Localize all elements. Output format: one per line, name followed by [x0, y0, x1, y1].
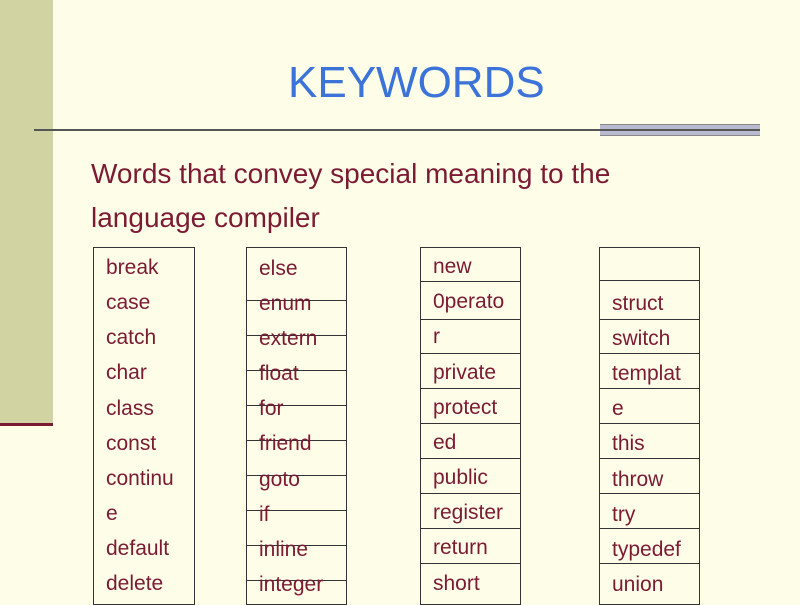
- keyword-item: return: [433, 536, 488, 559]
- keyword-cell-divider: [600, 458, 699, 459]
- keyword-cell-divider: [600, 563, 699, 564]
- keyword-item: catch: [106, 326, 157, 349]
- keyword-item: r: [433, 325, 440, 348]
- keyword-item: float: [259, 362, 299, 385]
- keyword-item: default: [106, 537, 170, 560]
- keyword-item: if: [259, 503, 270, 526]
- keyword-item: ed: [433, 431, 457, 454]
- keyword-item: private: [433, 361, 497, 384]
- keyword-column: [599, 247, 700, 605]
- side-accent-line: [0, 423, 53, 426]
- keyword-cell-divider: [421, 353, 520, 354]
- keyword-cell-divider: [421, 423, 520, 424]
- keyword-item: throw: [612, 468, 664, 491]
- keyword-item: else: [259, 257, 298, 280]
- keyword-item: templat: [612, 362, 681, 385]
- keyword-item: register: [433, 501, 504, 524]
- keyword-cell-divider: [600, 353, 699, 354]
- keyword-item: public: [433, 466, 488, 489]
- keyword-item: const: [106, 432, 157, 455]
- title-divider-accent: [600, 124, 760, 136]
- keyword-cell-divider: [421, 528, 520, 529]
- keyword-cell-divider: [421, 281, 520, 282]
- keyword-item: extern: [259, 327, 318, 350]
- keyword-item: struct: [612, 292, 664, 315]
- keyword-item: 0perato: [433, 290, 505, 313]
- keyword-cell-divider: [421, 388, 520, 389]
- keyword-cell-divider: [600, 280, 699, 281]
- keyword-item: e: [612, 397, 624, 420]
- keyword-item: break: [106, 256, 159, 279]
- keyword-item: for: [259, 397, 284, 420]
- slide-subtitle: Words that convey special meaning to the language compiler: [91, 158, 611, 233]
- keyword-cell-divider: [421, 493, 520, 494]
- keyword-column: [420, 247, 521, 605]
- keyword-cell-divider: [421, 458, 520, 459]
- keyword-item: switch: [612, 327, 671, 350]
- keyword-item: delete: [106, 572, 164, 595]
- keyword-cell-divider: [600, 493, 699, 494]
- keyword-column: [93, 247, 195, 605]
- keyword-item: integer: [259, 573, 324, 596]
- keyword-cell-divider: [421, 319, 520, 320]
- keyword-cell-divider: [421, 563, 520, 564]
- keyword-item: protect: [433, 396, 498, 419]
- keyword-cell-divider: [600, 388, 699, 389]
- keyword-item: enum: [259, 292, 312, 315]
- keyword-column: [246, 247, 347, 605]
- keyword-item: continu: [106, 467, 174, 490]
- keyword-item: goto: [259, 468, 300, 491]
- keyword-item: class: [106, 397, 154, 420]
- slide-title: KEYWORDS: [288, 58, 545, 107]
- keyword-cell-divider: [600, 423, 699, 424]
- keyword-item: char: [106, 361, 147, 384]
- keyword-item: this: [612, 432, 645, 455]
- keyword-cell-divider: [600, 319, 699, 320]
- keyword-item: e: [106, 502, 118, 525]
- keyword-item: union: [612, 573, 664, 596]
- keyword-item: friend: [259, 432, 312, 455]
- keyword-item: try: [612, 503, 636, 526]
- keyword-item: typedef: [612, 538, 681, 561]
- keyword-cell-divider: [600, 528, 699, 529]
- keyword-item: case: [106, 291, 151, 314]
- side-accent-bar: [0, 0, 53, 424]
- keyword-item: short: [433, 572, 480, 595]
- keyword-item: new: [433, 255, 472, 278]
- keyword-item: inline: [259, 538, 309, 561]
